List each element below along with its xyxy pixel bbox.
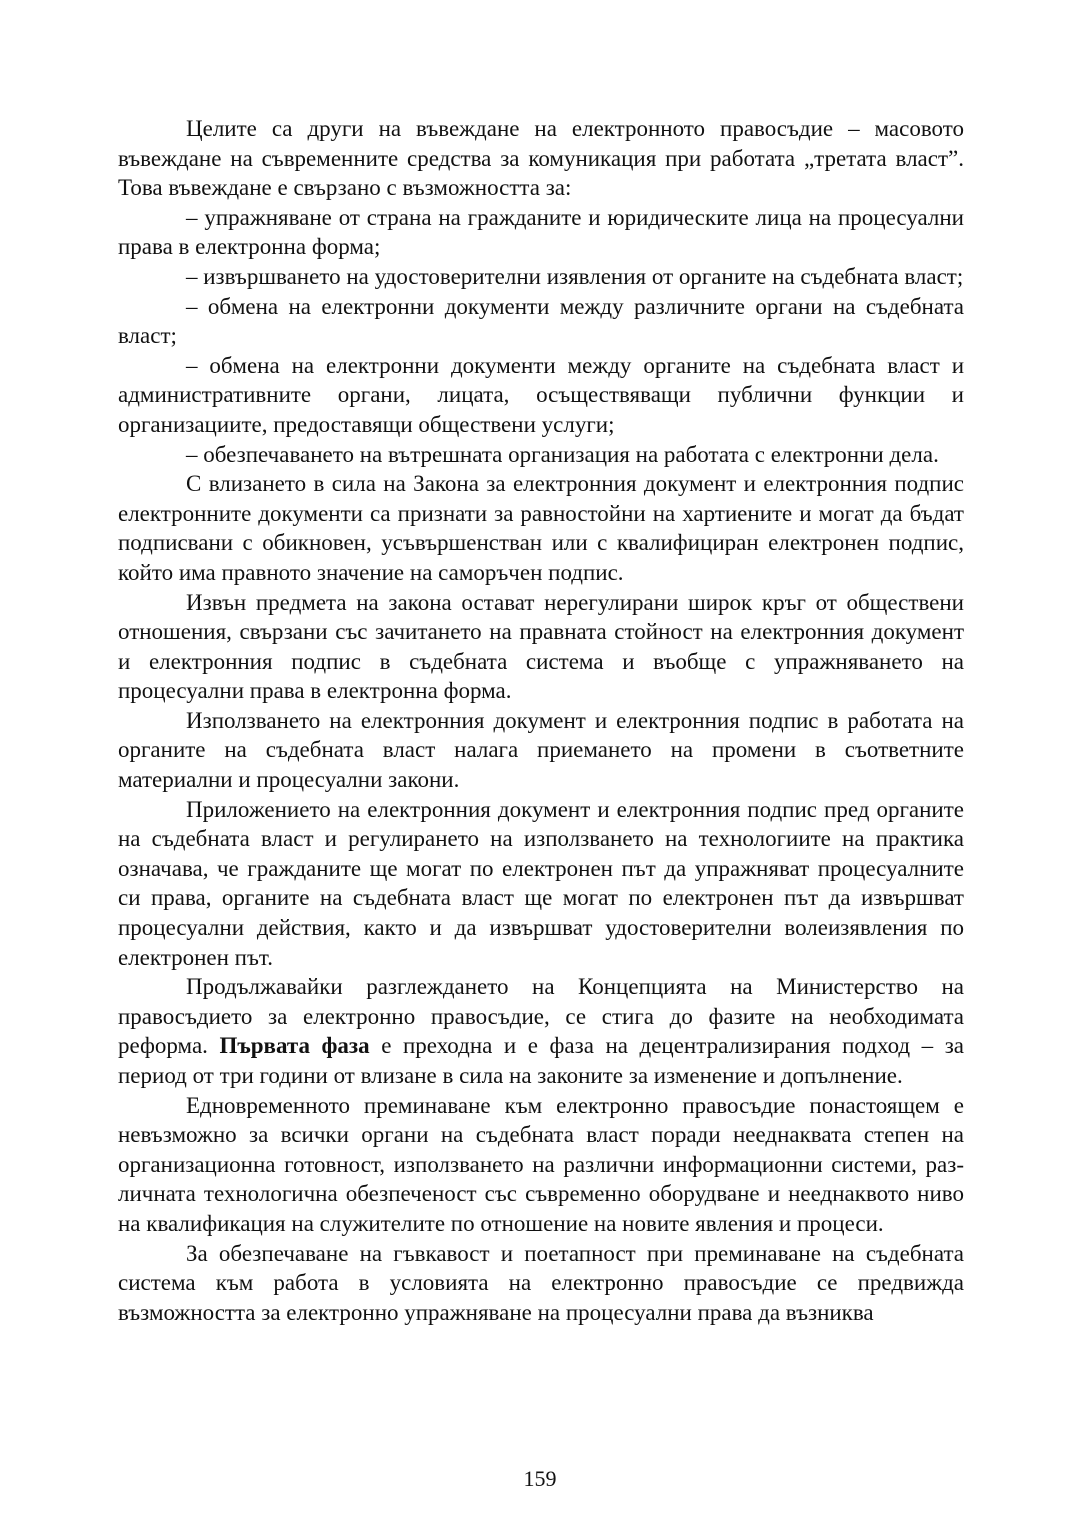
- paragraph-law-entry: С влизането в сила на Закона за електронния документ и електронния подпис електронните документи са признати за равностойни на хартиените и могат да бъдат подписвани с обикновен, усъвършенстван или с квалифициран електронен подпис, който има правното значение на саморъчен подпис.: [118, 471, 964, 585]
- list-item-certification: – извършването на удостоверителни изявления от органите на съдебната власт;: [186, 263, 964, 289]
- list-item-procedural-rights: – упражняване от страна на гражданите и юридическите лица на процесуални права в електронна форма;: [118, 204, 964, 260]
- paragraph-simultaneous-transition: Едновременното преминаване към електронно правосъдие понастоящем е невъзможно за всички органи на съдебната власт поради нееднаквата степен на организационна готовност, използването на различни информационни системи, различната технологична обезпеченост със съвременно оборудване и нееднаквото ниво на квалификация на служителите по отношение на новите явления и процеси.: [118, 1092, 964, 1236]
- paragraph-usage: Използването на електронния документ и електронния подпис в работата на органите на съдебната власт налага приемането на промени в съответните материални и процесуални закони.: [118, 707, 964, 793]
- paragraph-goals: Целите са други на въвеждане на електронното правосъдие – масовото въвеждане на съвременните средства за комуникация при работата „третата власт”. Това въвеждане е свързано с възможността за:: [118, 116, 964, 201]
- page-number: 159: [523, 1466, 557, 1491]
- paragraph-flexibility: За обезпечаване на гъвкавост и поетапност при преминаване на съдебната система към работа в условията на електронно правосъдие се предвижда възможността за електронно упражняване на процесуални права да възниква: [118, 1240, 964, 1325]
- paragraph-phases: [118, 972, 964, 1090]
- paragraph-unregulated: Извън предмета на закона остават нерегулирани широк кръг от обществени отношения, свързани със зачитането на правната стойност на електронния документ и електронния подпис в съдебната система и въобще с упражняването на процесуални права в електронна форма.: [118, 589, 964, 704]
- phases-text-before: Продължавайки разглеждането на Концепцията на Министерство на правосъдието за електронно правосъдие, се стига до фазите на необходимата реформа.: [118, 974, 964, 1059]
- first-phase-bold: Първата фаза: [219, 1033, 370, 1059]
- list-item-exchange-external: – обмена на електронни документи между органите на съдебната власт и административните органи, лицата, осъществяващи публични функции и организациите, предоставящи обществени услуги;: [118, 352, 964, 437]
- phases-text-after: е преходна и е фаза на децентрализирания подход – за период от три години от влизане в сила на законите за изменение и допълнение.: [118, 1033, 964, 1088]
- list-item-exchange-internal: – обмена на електронни документи между различните органи на съдебната власт;: [118, 293, 964, 349]
- paragraph-application: Приложението на електронния документ и електронния подпис пред органите на съдебната власт и регулирането на използването на технологиите на практика означава, че гражданите ще могат по електронен път да упражняват процесуалните си права, органите на съдебната власт ще могат по електронен път да извършват процесуални действия, както и да извършват удостоверителни волеизявления по електронен път.: [118, 796, 964, 970]
- page-body: [118, 114, 964, 1327]
- list-item-internal-organization: – обезпечаването на вътрешната организация на работата с електронни дела.: [186, 441, 939, 467]
